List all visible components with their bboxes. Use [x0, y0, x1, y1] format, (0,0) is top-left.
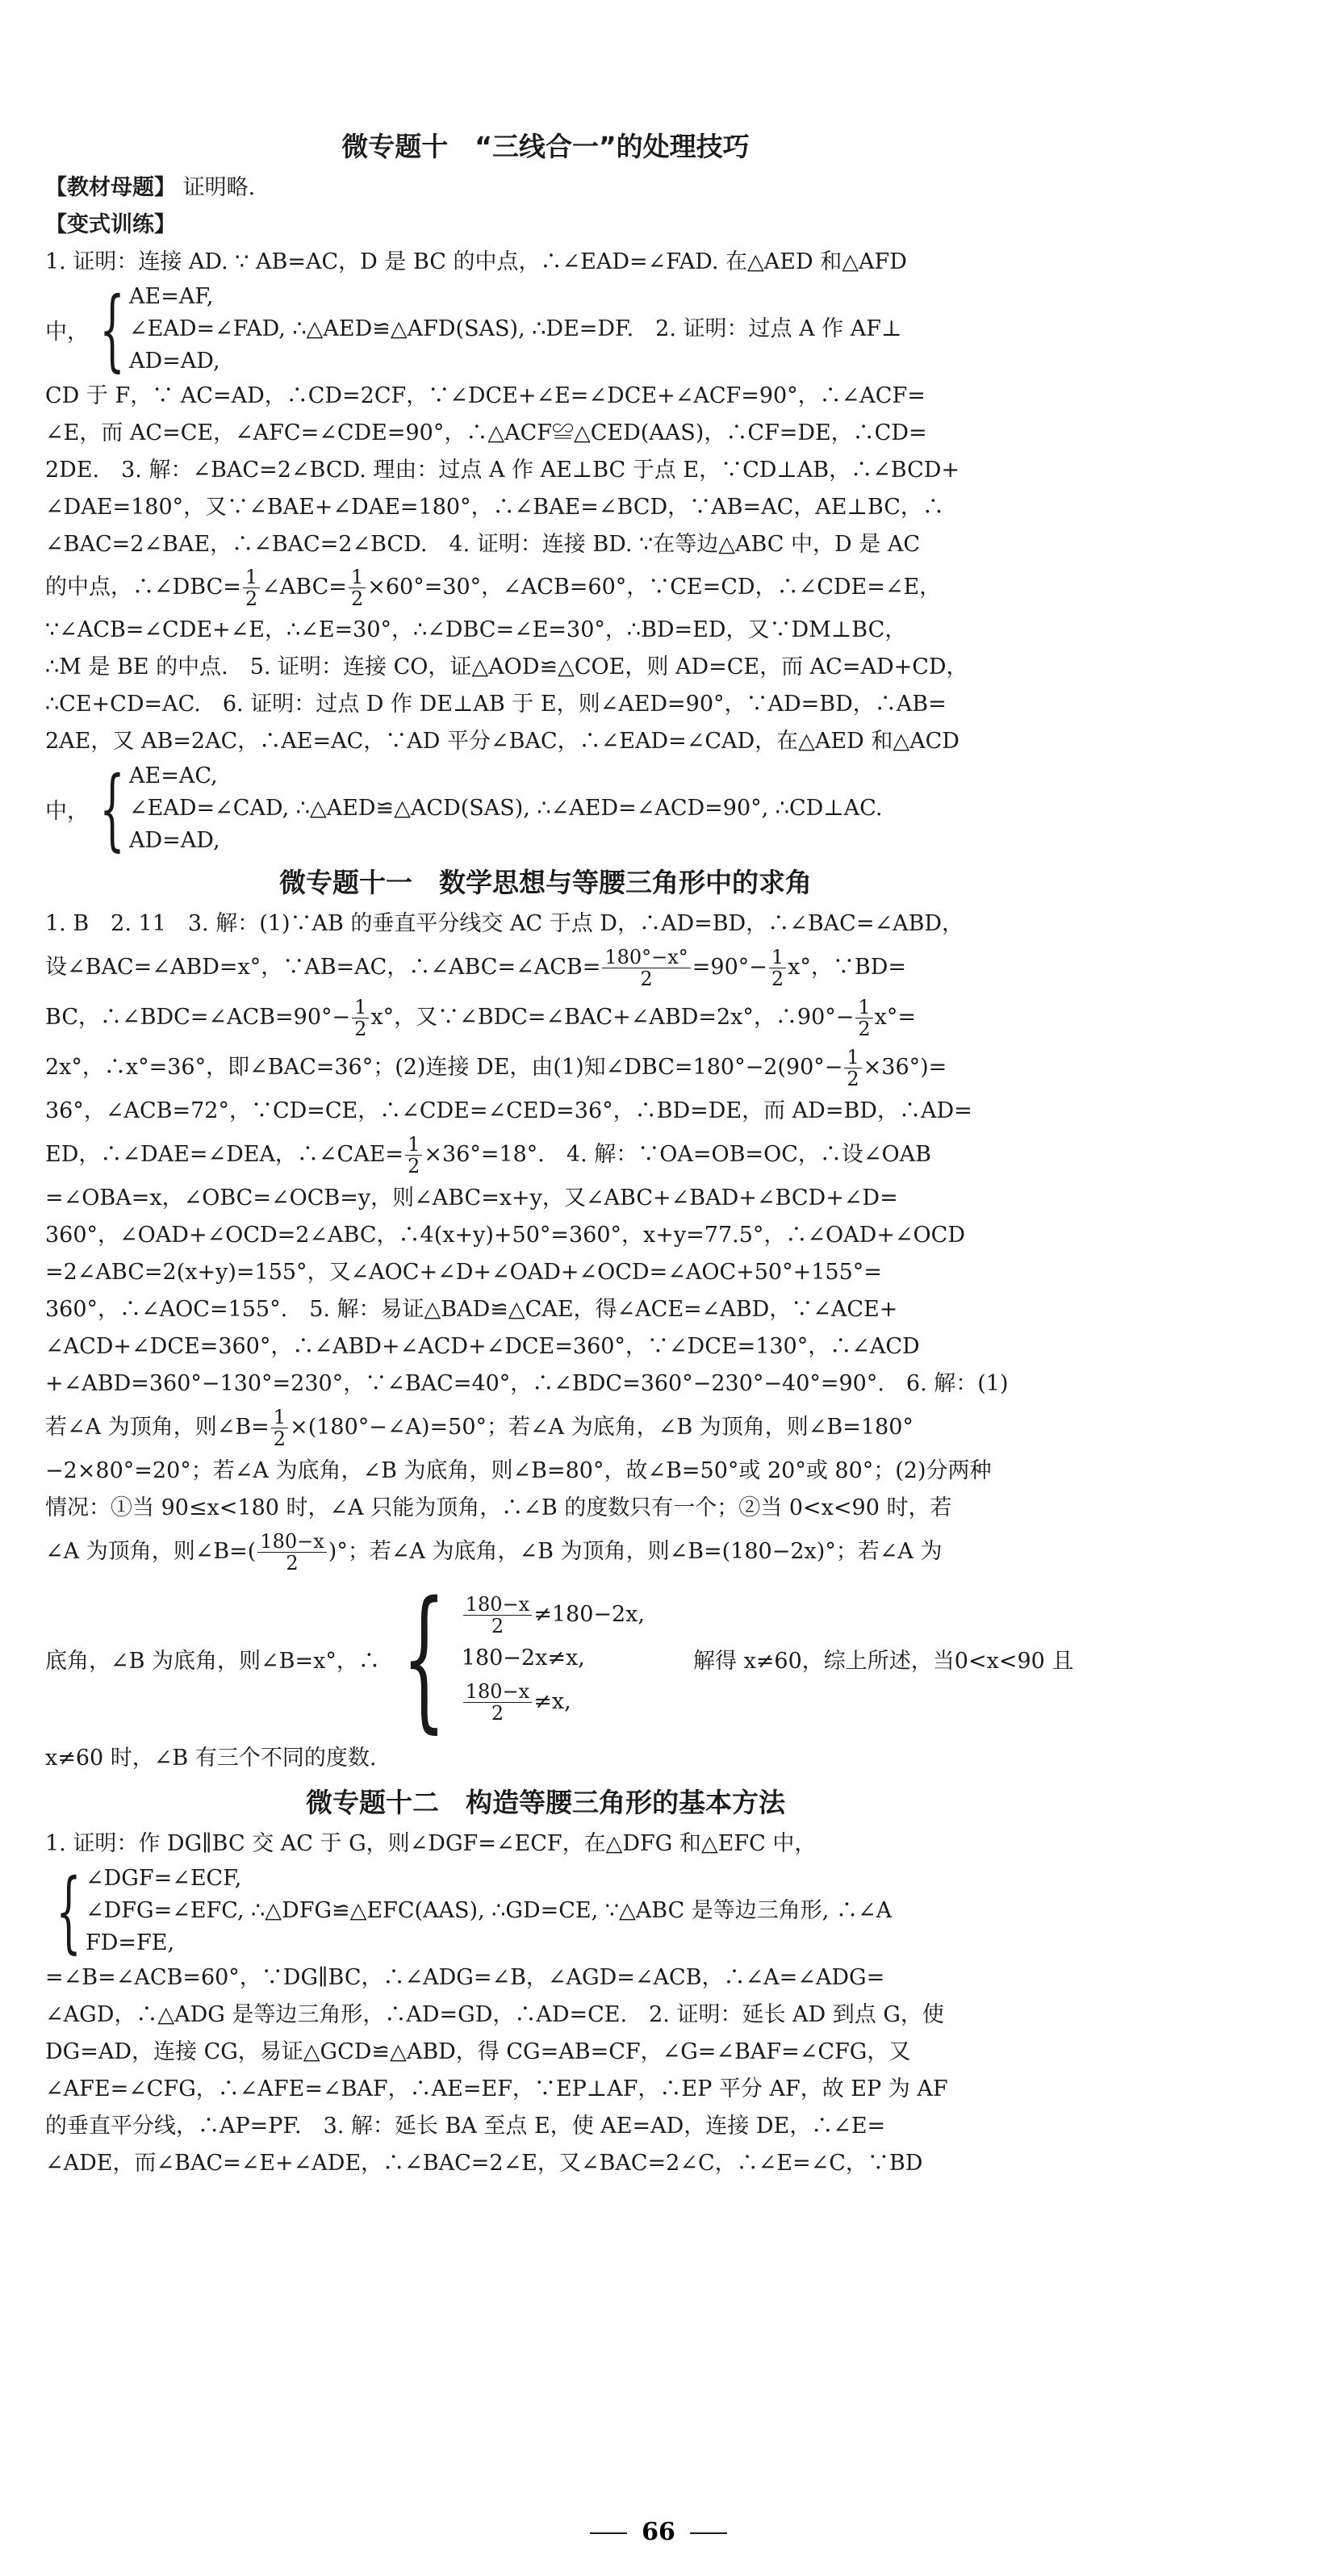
text-fragment: ∠A 为顶角，则∠B=( — [45, 1539, 257, 1564]
brace-prefix: 中， — [45, 319, 89, 345]
brace-line: $\frac{180-x}{2}$ ≠x, — [462, 1679, 645, 1725]
text-line: ∠ACD+∠DCE=360°，∴∠ABD+∠ACD+∠DCE=360°，∵∠DCE=130°，∴∠ACD — [45, 1334, 920, 1359]
brace-system-1 — [45, 278, 1046, 381]
brace-line: 180−2x≠x, — [461, 1646, 585, 1671]
text-fragment: x°，∵BD= — [788, 955, 907, 980]
text-line: DG=AD，连接 CG，易证△GCD≌△ABD，得 CG=AB=CF，∠G=∠BAF=∠CFG，又 — [45, 2039, 911, 2064]
text-line: =∠OBA=x，∠OBC=∠OCB=y，则∠ABC=x+y，又∠ABC+∠BAD+∠BCD+∠D= — [45, 1186, 898, 1211]
textbook-answer: 证明略. — [182, 175, 256, 200]
text-fragment: ED，∴∠DAE=∠DEA，∴∠CAE= — [45, 1142, 404, 1167]
text-line: 1. B 2. 11 3. 解：(1)∵AB 的垂直平分线交 AC 于点 D，∴AD=BD，∴∠BAC=∠ABD， — [45, 911, 964, 936]
text-fragment: ×36°=18°. 4. 解：∵OA=OB=OC，∴设∠OAB — [424, 1142, 931, 1167]
text-line: 的垂直平分线，∴AP=PF. 3. 解：延长 BA 至点 E，使 AE=AD，连接 DE，∴∠E= — [45, 2114, 886, 2139]
section-title-10: 微专题十 “三线合一”的处理技巧 — [341, 131, 750, 162]
text-line: 1. 证明：连接 AD. ∵ AB=AC，D 是 BC 的中点，∴∠EAD=∠FAD. 在△AED 和△AFD — [45, 249, 907, 274]
fraction: $\frac{1}{2}$ — [844, 1047, 861, 1089]
fraction: $\frac{1}{2}$ — [243, 567, 260, 609]
text-line: ∴CE+CD=AC. 6. 证明：过点 D 作 DE⊥AB 于 E，则∠AED=90°，∵AD=BD，∴AB= — [45, 692, 947, 717]
text-line — [45, 1130, 1046, 1180]
fraction: $\frac{1}{2}$ — [769, 947, 786, 989]
brace-icon: { — [99, 757, 125, 860]
text-line: =∠B=∠ACB=60°，∵DG∥BC，∴∠ADG=∠B，∠AGD=∠ACB，∴∠A=∠ADG= — [45, 1965, 885, 1990]
brace-line: $\frac{180-x}{2}$ ≠180−2x, — [462, 1591, 645, 1638]
text-fragment: ×36°)= — [863, 1055, 947, 1080]
fraction: $\frac{1}{2}$ — [271, 1407, 288, 1449]
fraction: $\frac{180^\circ-x^\circ}{2}$ — [602, 947, 690, 989]
text-line: 2DE. 3. 解：∠BAC=2∠BCD. 理由：过点 A 作 AE⊥BC 于点 E，∵CD⊥AB，∴∠BCD+ — [45, 458, 960, 483]
brace-icon: { — [99, 278, 125, 381]
fraction: $\frac{1}{2}$ — [855, 997, 872, 1039]
text-line: −2×80°=20°；若∠A 为底角，∠B 为底角，则∠B=80°，故∠B=50°或 20°或 80°；(2)分两种 — [45, 1458, 992, 1483]
text-line: x≠60 时，∠B 有三个不同的度数. — [45, 1746, 377, 1771]
fraction: $\frac{1}{2}$ — [349, 567, 366, 609]
text-line — [45, 1403, 1046, 1453]
text-fragment: BC，∴∠BDC=∠ACB=90°− — [45, 1005, 351, 1030]
text-line: ∵∠ACB=∠CDE+∠E，∴∠E=30°，∴∠DBC=∠E=30°，∴BD=ED，又∵DM⊥BC， — [45, 617, 907, 642]
brace-line: AE=AC, — [129, 763, 218, 788]
answer-page — [45, 121, 1074, 2182]
brace-system-3 — [45, 1569, 1074, 1747]
text-line — [45, 1527, 1046, 1577]
brace-line: ∠DFG=∠EFC, ∴△DFG≌△EFC(AAS), ∴GD=CE, ∵△ABC 是等边三角形, ∴∠A — [86, 1898, 893, 1923]
text-line: ∠DAE=180°，又∵∠BAE+∠DAE=180°，∴∠BAE=∠BCD，∵AB=AC，AE⊥BC，∴ — [45, 495, 944, 520]
fraction: $\frac{1}{2}$ — [405, 1134, 422, 1177]
brace-line: AD=AD, — [129, 828, 220, 853]
fraction: $\frac{180-x}{2}$ — [463, 1681, 532, 1724]
text-line: 36°，∠ACB=72°，∵CD=CE，∴∠CDE=∠CED=36°，∴BD=DE，而 AD=BD，∴AD= — [45, 1098, 972, 1123]
text-line: ∠AGD，∴△ADG 是等边三角形，∴AD=GD，∴AD=CE. 2. 证明：延长 AD 到点 G，使 — [45, 2002, 944, 2027]
text-line — [45, 993, 1046, 1043]
text-fragment: x°= — [874, 1005, 917, 1030]
text-line: 2AE，又 AB=2AC，∴AE=AC，∵AD 平分∠BAC，∴∠EAD=∠CAD，在△AED 和△ACD — [45, 729, 960, 754]
page-number: 66 — [0, 2518, 1317, 2546]
brace-line: ∠EAD=∠FAD, ∴△AED≌△AFD(SAS), ∴DE=DF. 2. 证明：过点 A 作 AF⊥ — [129, 316, 902, 341]
text-fragment: 设∠BAC=∠ABD=x°，∵AB=AC，∴∠ABC=∠ACB= — [45, 955, 601, 980]
brace-line: AE=AF, — [129, 284, 214, 309]
text-line — [45, 943, 1046, 993]
text-line: +∠ABD=360°−130°=230°，∵∠BAC=40°，∴∠BDC=360°−230°−40°=90°. 6. 解：(1) — [45, 1371, 1009, 1396]
text-line: ∠ADE，而∠BAC=∠E+∠ADE，∴∠BAC=2∠E，又∠BAC=2∠C，∴∠E=∠C，∵BD — [45, 2151, 923, 2176]
text-fragment: =90°− — [692, 955, 767, 980]
brace-system-4 — [45, 1859, 1046, 1963]
brace-prefix: 中， — [45, 798, 89, 824]
brace-line: ∠EAD=∠CAD, ∴△AED≌△ACD(SAS), ∴∠AED=∠ACD=90°, ∴CD⊥AC. — [129, 796, 883, 821]
text-fragment: 若∠A 为顶角，则∠B= — [45, 1415, 270, 1440]
text-fragment: 的中点，∴∠DBC= — [45, 575, 241, 600]
text-line: ∴M 是 BE 的中点. 5. 证明：连接 CO，证△AOD≌△COE，则 AD=CE，而 AC=AD+CD， — [45, 654, 968, 680]
brace-prefix: 底角，∠B 为底角，则∠B=x°，∴ — [45, 1648, 380, 1674]
text-line: CD 于 F，∵ AC=AD，∴CD=2CF，∵∠DCE+∠E=∠DCE+∠ACF=90°，∴∠ACF= — [45, 383, 926, 408]
text-line — [45, 1043, 1046, 1093]
textbook-question-line — [45, 169, 1046, 207]
text-fragment: ∠ABC= — [261, 575, 347, 600]
brace-line: FD=FE, — [86, 1930, 175, 1955]
text-line: ∠BAC=2∠BAE，∴∠BAC=2∠BCD. 4. 证明：连接 BD. ∵在等边△ABC 中，D 是 AC — [45, 532, 921, 557]
text-fragment: 2x°，∴x°=36°，即∠BAC=36°；(2)连接 DE，由(1)知∠DBC=180°−2(90°− — [45, 1055, 843, 1080]
text-line — [45, 563, 1046, 612]
text-line: ∠E，而 AC=CE，∠AFC=∠CDE=90°，∴△ACF≌△CED(AAS)，∴CF=DE，∴CD= — [45, 420, 927, 445]
tag-variant: 【变式训练】 — [45, 212, 176, 237]
text-fragment: ×60°=30°，∠ACB=60°，∵CE=CD，∴∠CDE=∠E， — [367, 575, 942, 600]
text-fragment: )°；若∠A 为底角，∠B 为顶角，则∠B=(180−2x)°；若∠A 为 — [328, 1539, 943, 1564]
section-title-11: 微专题十一 数学思想与等腰三角形中的求角 — [279, 867, 812, 898]
text-line: 360°，∴∠AOC=155°. 5. 解：易证△BAD≌△CAE，得∠ACE=∠ABD，∵∠ACE+ — [45, 1297, 898, 1322]
fraction: $\frac{1}{2}$ — [352, 997, 369, 1039]
brace-line: ∠DGF=∠ECF, — [86, 1866, 242, 1891]
text-line: 360°，∠OAD+∠OCD=2∠ABC，∴4(x+y)+50°=360°，x+y=77.5°，∴∠OAD+∠OCD — [45, 1223, 965, 1248]
brace-suffix: 解得 x≠60，综上所述，当0<x<90 且 — [693, 1648, 1074, 1674]
text-line: 1. 证明：作 DG∥BC 交 AC 于 G，则∠DGF=∠ECF，在△DFG 和△EFC 中， — [45, 1831, 817, 1856]
text-fragment: x°，又∵∠BDC=∠BAC+∠ABD=2x°，∴90°− — [370, 1005, 855, 1030]
text-line: ∠AFE=∠CFG，∴∠AFE=∠BAF，∴AE=EF，∵EP⊥AF，∴EP 平分 AF，故 EP 为 AF — [45, 2076, 948, 2101]
text-line: =2∠ABC=2(x+y)=155°，又∠AOC+∠D+∠OAD+∠OCD=∠AOC+50°+155°= — [45, 1260, 882, 1285]
fraction: $\frac{180-x}{2}$ — [257, 1531, 326, 1574]
tag-textbook: 【教材母题】 — [45, 175, 176, 200]
brace-icon: { — [56, 1859, 82, 1963]
section-title-12: 微专题十二 构造等腰三角形的基本方法 — [306, 1787, 785, 1818]
brace-line: AD=AD, — [129, 349, 220, 374]
brace-system-2 — [45, 757, 1046, 860]
brace-icon: { — [402, 1569, 446, 1747]
text-line: 情况：①当 90≤x<180 时，∠A 只能为顶角，∴∠B 的度数只有一个；②当 0<x<90 时，若 — [45, 1495, 952, 1520]
fraction: $\frac{180-x}{2}$ — [463, 1594, 532, 1637]
text-fragment: ×(180°−∠A)=50°；若∠A 为底角，∠B 为顶角，则∠B=180° — [290, 1415, 914, 1440]
tag-variant-line — [45, 207, 1046, 244]
